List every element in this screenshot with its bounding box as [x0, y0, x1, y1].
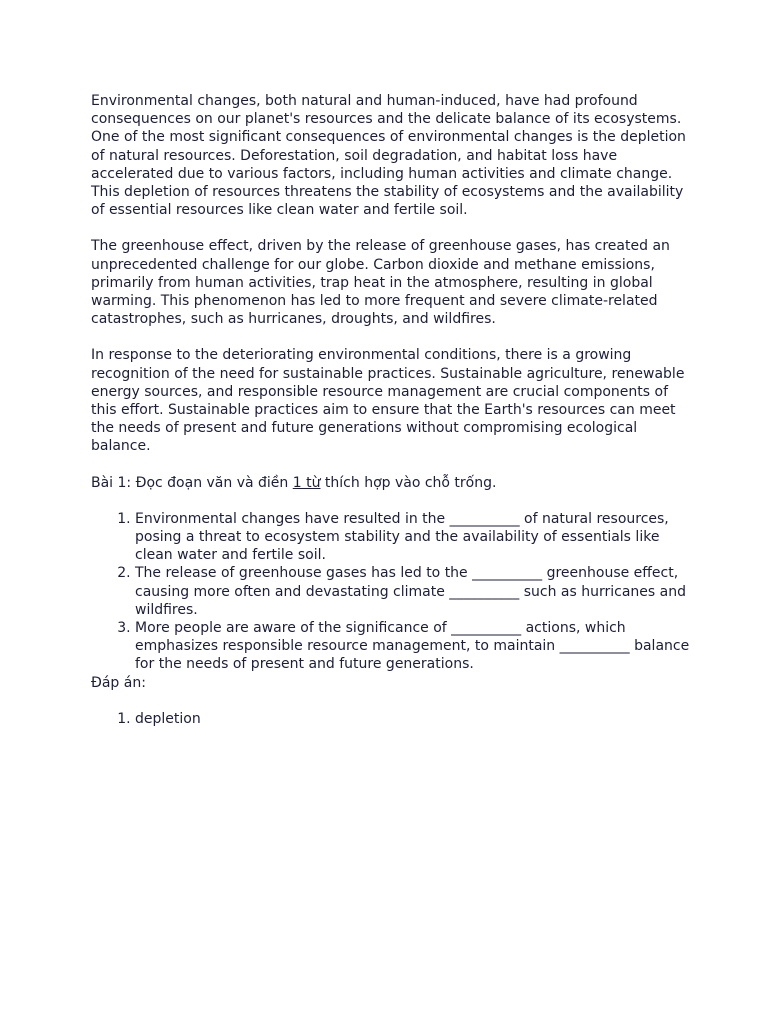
question-item: 1. Environmental changes have resulted in the __________ of natural resources, posing a threat to ecosystem stability and the availability of essentials like clean water and fertile soil.	[135, 510, 691, 565]
paragraph-greenhouse: The greenhouse effect, driven by the release of greenhouse gases, has created an unprecedented challenge for our globe. Carbon dioxide and methane emissions, primarily from human activities, trap heat in the atmosphere, resulting in global warming. This phenomenon has led to more frequent and severe climate-related catastrophes, such as hurricanes, droughts, and wildfires.	[91, 238, 670, 328]
question-item: 2. The release of greenhouse gases has led to the __________ greenhouse effect, causing more often and devastating climate __________ such as hurricanes and wildfires.	[135, 564, 691, 619]
exercise-title-end: thích hợp vào chỗ trống.	[320, 474, 497, 491]
answer-list	[91, 710, 691, 728]
answer-heading: Đáp án:	[91, 674, 146, 691]
paragraph-sustainability: In response to the deteriorating environmental conditions, there is a growing recognition of the need for sustainable practices. Sustainable agriculture, renewable energy sources, and responsible resource management are crucial components of this effort. Sustainable practices aim to ensure that the Earth's resources can meet the needs of present and future generations without compromising ecological balance.	[91, 347, 685, 455]
exercise-title-start: Bài 1: Đọc đoạn văn và điền	[91, 474, 293, 491]
exercise-title-underlined: 1 từ	[292, 474, 321, 491]
answer-item: 1. depletion	[135, 710, 691, 728]
document-page	[91, 92, 691, 728]
question-item: 3. More people are aware of the significance of __________ actions, which emphasizes responsible resource management, to maintain __________ balance for the needs of present and future generations.	[135, 619, 691, 674]
exercise-title	[91, 474, 691, 492]
question-list	[91, 510, 691, 674]
paragraph-resources: Environmental changes, both natural and human-induced, have had profound consequences on our planet's resources and the delicate balance of its ecosystems. One of the most significant consequences of environmental changes is the depletion of natural resources. Deforestation, soil degradation, and habitat loss have accelerated due to various factors, including human activities and climate change. This depletion of resources threatens the stability of ecosystems and the availability of essential resources like clean water and fertile soil.	[91, 93, 686, 219]
